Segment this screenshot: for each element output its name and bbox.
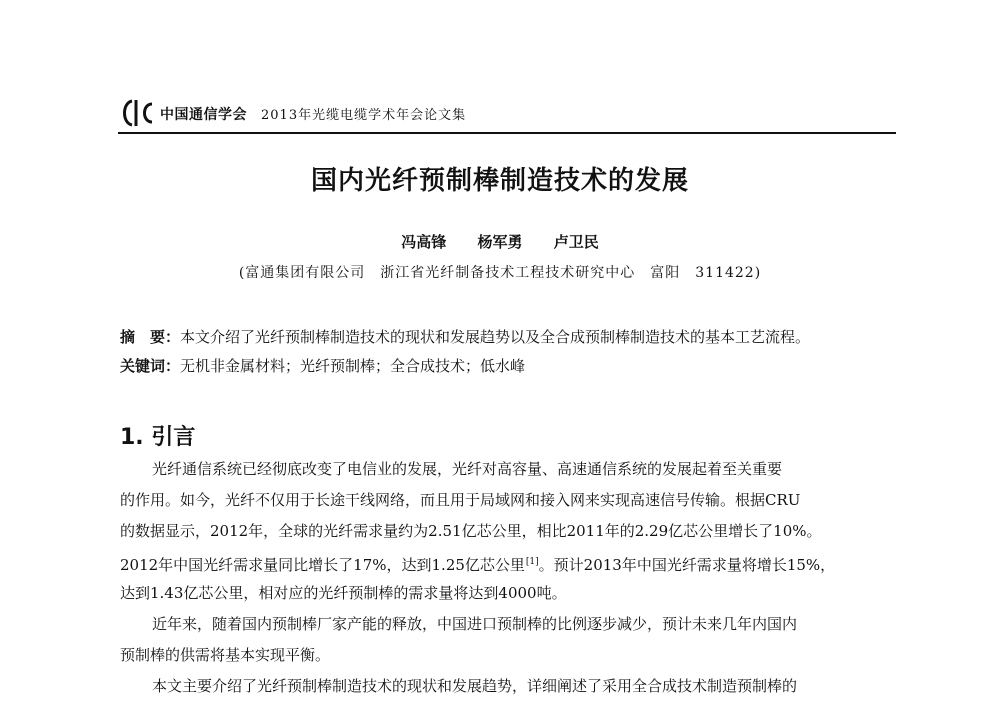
- author-list: [0, 231, 1000, 252]
- abstract: [120, 326, 900, 347]
- paragraph: [120, 671, 900, 702]
- text-line: 光纤通信系统已经彻底改变了电信业的发展，光纤对高容量、高速通信系统的发展起着至关重要: [152, 460, 783, 478]
- society-name: 中国通信学会: [160, 107, 247, 123]
- running-header: [118, 96, 896, 136]
- header-rule: [118, 132, 896, 134]
- citation-ref[interactable]: [1]: [525, 557, 539, 567]
- keywords-text: 无机非金属材料；光纤预制棒；全合成技术；低水峰: [180, 357, 526, 375]
- author-name: 冯高锋: [401, 233, 447, 251]
- text-segment: 。预计2013年中国光纤需求量将增长15%，: [538, 556, 836, 574]
- abstract-label: 摘 要：: [120, 328, 181, 346]
- section-heading: 1. 引言: [120, 425, 196, 450]
- keywords: [120, 355, 900, 376]
- keywords-label: 关键词：: [120, 357, 181, 375]
- paragraph: [120, 454, 900, 609]
- abstract-text: 本文介绍了光纤预制棒制造技术的现状和发展趋势以及全合成预制棒制造技术的基本工艺流程。: [180, 328, 811, 346]
- text-line: 本文主要介绍了光纤预制棒制造技术的现状和发展趋势，详细阐述了采用全合成技术制造预制棒的: [152, 677, 798, 695]
- author-name: 卢卫民: [553, 233, 599, 251]
- proceedings-name: 2013年光缆电缆学术年会论文集: [261, 108, 467, 123]
- paper-title: 国内光纤预制棒制造技术的发展: [310, 166, 689, 196]
- cic-logo-icon: [118, 98, 158, 128]
- text-line: 近年来，随着国内预制棒厂家产能的释放，中国进口预制棒的比例逐步减少，预计未来几年内国内: [152, 615, 798, 633]
- text-line: 达到1.43亿芯公里，相对应的光纤预制棒的需求量将达到4000吨。: [120, 584, 567, 602]
- author-name: 杨军勇: [477, 233, 523, 251]
- text-line: 预制棒的供需将基本实现平衡。: [120, 646, 331, 664]
- text-line: 的数据显示，2012年，全球的光纤需求量约为2.51亿芯公里，相比2011年的2.29亿芯公里增长了10%。: [120, 522, 822, 540]
- text-segment: 2012年中国光纤需求量同比增长了17%，达到1.25亿芯公里: [120, 556, 525, 574]
- paragraph: [120, 609, 900, 671]
- text-line: 的作用。如今，光纤不仅用于长途干线网络，而且用于局域网和接入网来实现高速信号传输。根据CRU: [120, 491, 801, 509]
- affiliation: (富通集团有限公司 浙江省光纤制备技术工程技术研究中心 富阳 311422): [238, 265, 762, 281]
- text-line: [120, 547, 900, 578]
